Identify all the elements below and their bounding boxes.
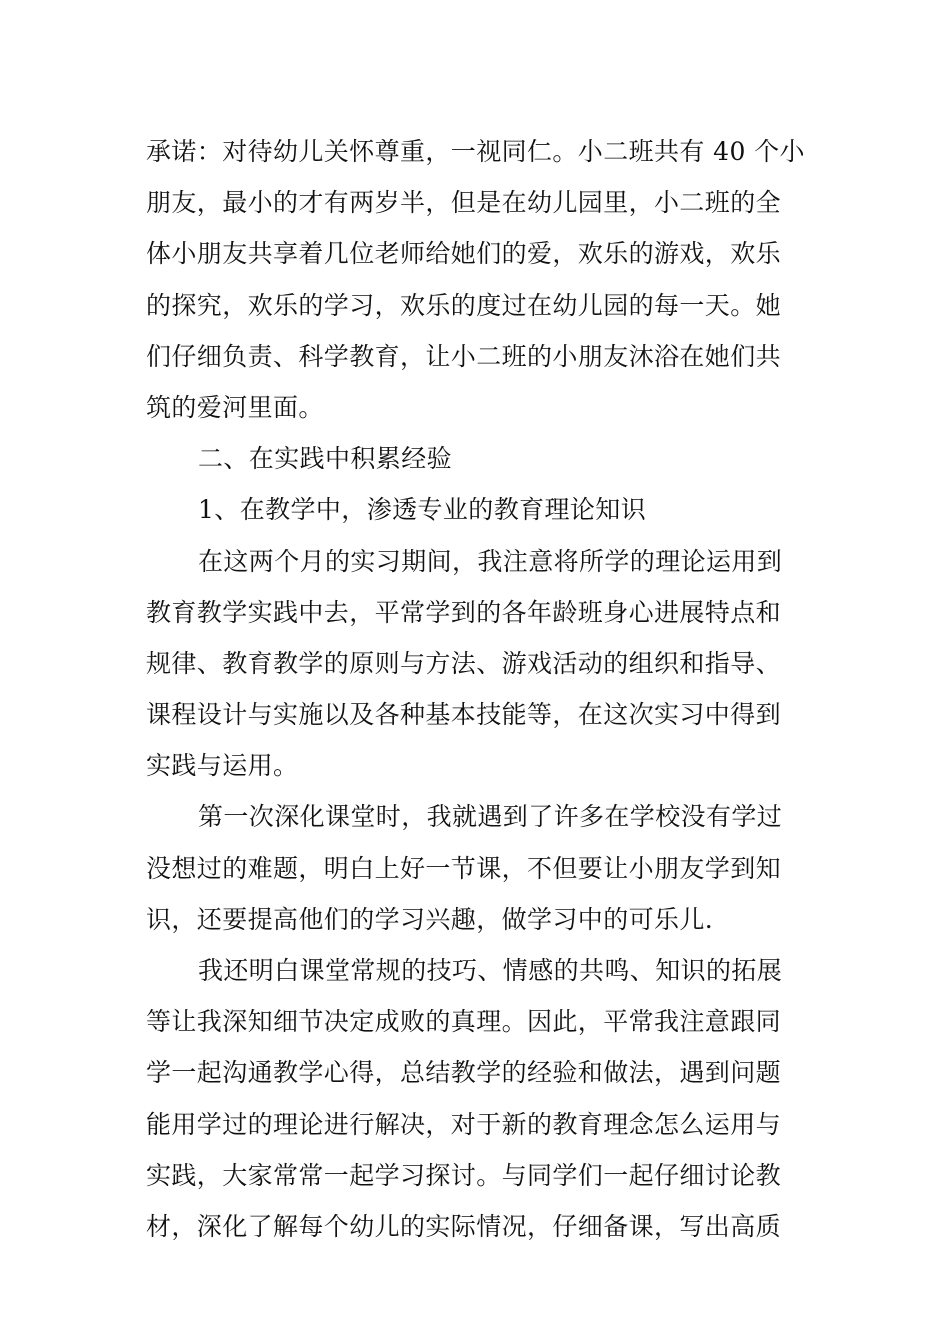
text-line: 朋友，最小的才有两岁半，但是在幼儿园里，小二班的全	[146, 188, 782, 218]
text-line: 实践与运用。	[146, 751, 299, 781]
text-line: 能用学过的理论进行解决，对于新的教育理念怎么运用与	[146, 1109, 782, 1139]
body-text	[146, 126, 810, 1252]
text-line: 没想过的难题，明白上好一节课，不但要让小朋友学到知	[146, 853, 782, 883]
text-line: 教育教学实践中去，平常学到的各年龄班身心进展特点和	[146, 597, 782, 627]
text-line: 们仔细负责、科学教育，让小二班的小朋友沐浴在她们共	[146, 341, 782, 371]
text-line: 的探究，欢乐的学习，欢乐的度过在幼儿园的每一天。她	[146, 290, 782, 320]
paragraph-start-line: 在这两个月的实习期间，我注意将所学的理论运用到	[198, 546, 783, 576]
subsection-heading: 1、在教学中，渗透专业的教育理论知识	[198, 495, 647, 525]
text-line: 学一起沟通教学心得，总结教学的经验和做法，遇到问题	[146, 1058, 782, 1088]
text-line: 等让我深知细节决定成败的真理。因此，平常我注意跟同	[146, 1007, 782, 1037]
text-line: 承诺：对待幼儿关怀尊重，一视同仁。小二班共有 40 个小	[146, 137, 805, 166]
text-line: 规律、教育教学的原则与方法、游戏活动的组织和指导、	[146, 648, 782, 678]
section-heading: 二、在实践中积累经验	[198, 444, 453, 474]
text-line: 筑的爱河里面。	[146, 392, 324, 422]
text-line: 课程设计与实施以及各种基本技能等，在这次实习中得到	[146, 700, 782, 730]
text-line: 实践，大家常常一起学习探讨。与同学们一起仔细讨论教	[146, 1160, 782, 1190]
text-line: 材，深化了解每个幼儿的实际情况，仔细备课，写出高质	[146, 1211, 782, 1241]
text-line: 体小朋友共享着几位老师给她们的爱，欢乐的游戏，欢乐	[146, 239, 782, 269]
text-line: 识，还要提高他们的学习兴趣，做学习中的可乐儿.	[146, 904, 714, 934]
paragraph-start-line: 我还明白课堂常规的技巧、情感的共鸣、知识的拓展	[198, 956, 783, 985]
paragraph-start-line: 第一次深化课堂时，我就遇到了许多在学校没有学过	[198, 802, 783, 832]
